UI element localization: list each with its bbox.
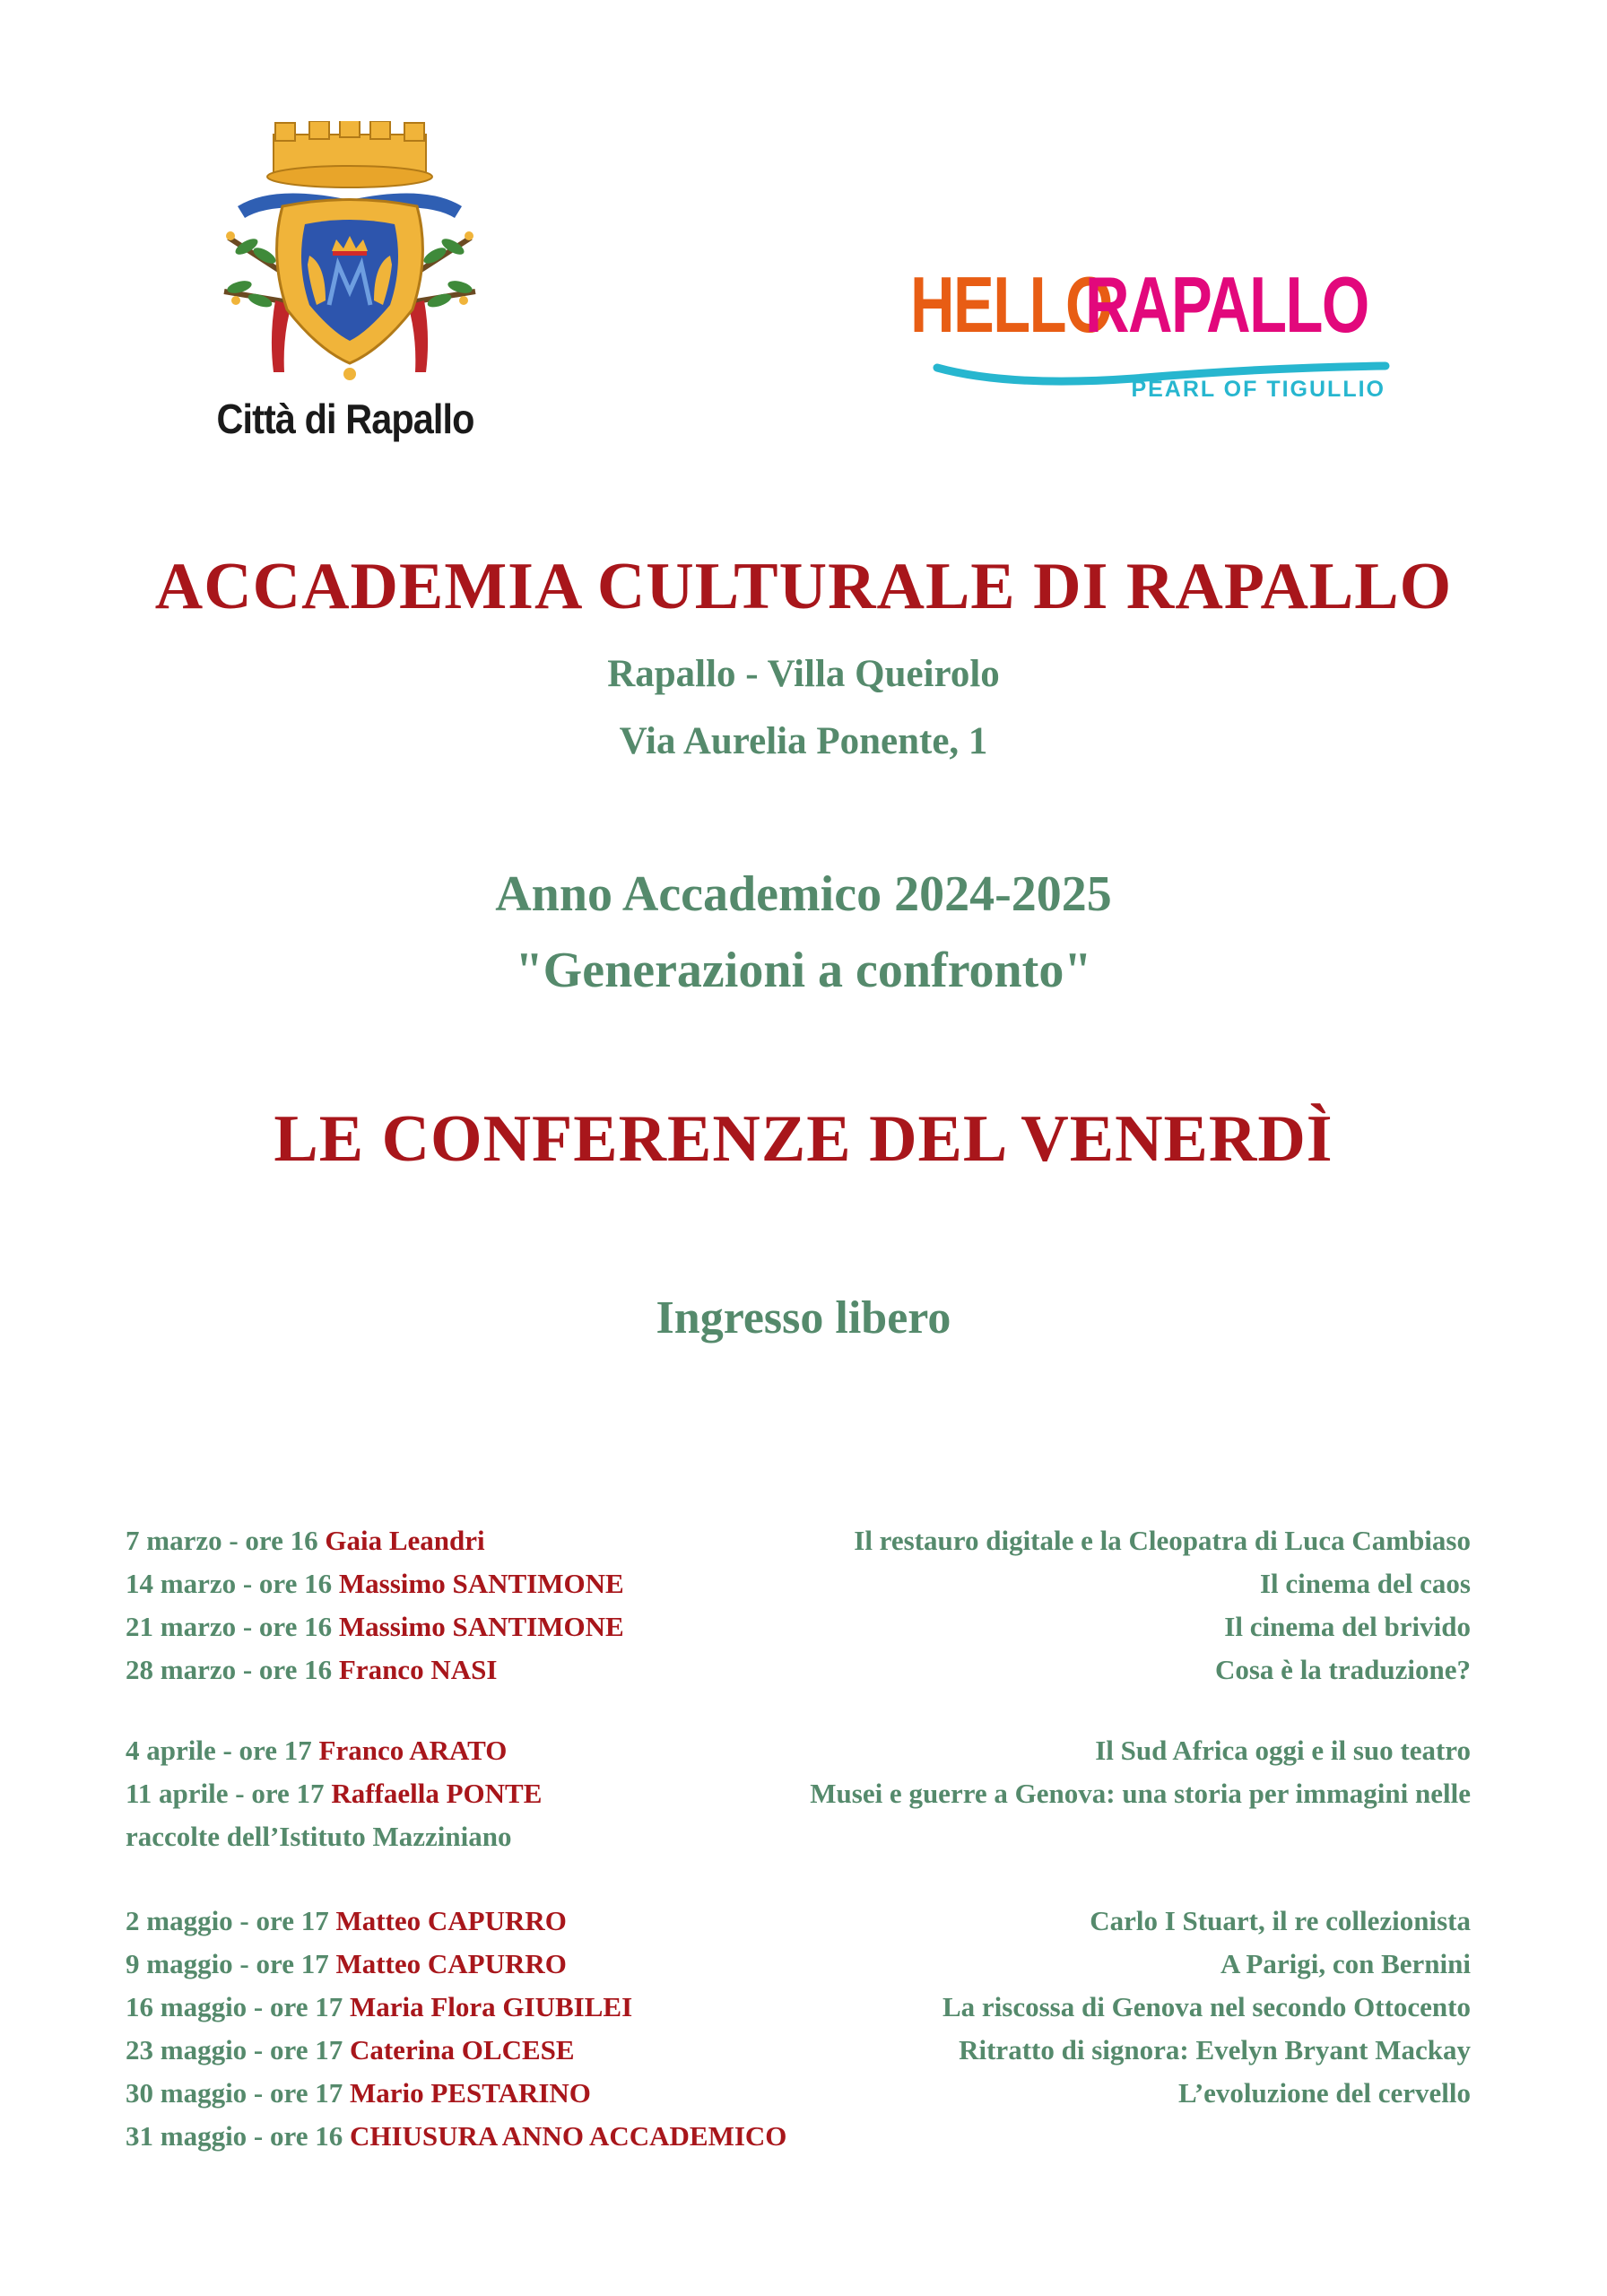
motto: "Generazioni a confronto" bbox=[515, 943, 1092, 998]
event-date: 21 marzo - ore 16 bbox=[126, 1611, 333, 1642]
event-date: 2 maggio - ore 17 bbox=[126, 1905, 329, 1936]
event-date: 7 marzo - ore 16 bbox=[126, 1525, 318, 1556]
page-title: ACCADEMIA CULTURALE DI RAPALLO bbox=[154, 550, 1453, 623]
schedule-row bbox=[126, 2029, 1471, 2072]
logo-tagline: PEARL OF TIGULLIO bbox=[1131, 377, 1385, 402]
event-speaker: Franco NASI bbox=[338, 1654, 498, 1685]
event-date: 9 maggio - ore 17 bbox=[126, 1948, 329, 1979]
logo-word-hello: HELLO bbox=[910, 260, 1112, 349]
event-topic: Musei e guerre a Genova: una storia per immagini nelle bbox=[810, 1778, 1471, 1809]
logo-word-rapallo: RAPALLO bbox=[1085, 260, 1368, 349]
month-separator bbox=[126, 1858, 1471, 1900]
event-speaker: Mario PESTARINO bbox=[349, 2077, 591, 2109]
event-date: 11 aprile - ore 17 bbox=[126, 1778, 325, 1809]
schedule-row-continued bbox=[126, 1815, 1471, 1858]
event-speaker: Massimo SANTIMONE bbox=[338, 1568, 624, 1599]
event-date: 14 marzo - ore 16 bbox=[126, 1568, 333, 1599]
event-speaker: Raffaella PONTE bbox=[331, 1778, 543, 1809]
schedule-row bbox=[126, 2115, 1471, 2158]
schedule-row bbox=[126, 1648, 1471, 1692]
event-speaker: Massimo SANTIMONE bbox=[338, 1611, 624, 1642]
event-topic: Il cinema del caos bbox=[1259, 1568, 1471, 1599]
month-separator bbox=[126, 1692, 1471, 1729]
event-speaker: Matteo CAPURRO bbox=[335, 1948, 567, 1979]
address-line: Via Aurelia Ponente, 1 bbox=[619, 720, 988, 762]
city-logo-name: Città di Rapallo bbox=[216, 396, 474, 442]
schedule-row bbox=[126, 1986, 1471, 2029]
schedule-row bbox=[126, 1605, 1471, 1648]
event-topic: L’evoluzione del cervello bbox=[1177, 2077, 1471, 2109]
event-topic: Carlo I Stuart, il re collezionista bbox=[1090, 1905, 1471, 1936]
mural-crown bbox=[267, 121, 432, 187]
event-date: 4 aprile - ore 17 bbox=[126, 1735, 312, 1766]
event-topic-continued: raccolte dell’Istituto Mazziniano bbox=[126, 1821, 512, 1852]
hello-rapallo-logo bbox=[901, 260, 1421, 408]
schedule-row bbox=[126, 1772, 1471, 1815]
academic-year: Anno Accademico 2024-2025 bbox=[495, 866, 1112, 922]
coat-of-arms-icon bbox=[220, 121, 480, 390]
event-topic: Il restauro digitale e la Cleopatra di Luca Cambiaso bbox=[854, 1525, 1471, 1556]
entry-note: Ingresso libero bbox=[656, 1292, 951, 1344]
event-closing: CHIUSURA ANNO ACCADEMICO bbox=[349, 2120, 787, 2152]
event-topic: Cosa è la traduzione? bbox=[1214, 1654, 1471, 1685]
event-date: 30 maggio - ore 17 bbox=[126, 2077, 343, 2109]
schedule-row bbox=[126, 1729, 1471, 1772]
event-topic: La riscossa di Genova nel secondo Ottocento bbox=[942, 1991, 1471, 2022]
event-speaker: Caterina OLCESE bbox=[349, 2034, 575, 2066]
event-topic: Il Sud Africa oggi e il suo teatro bbox=[1095, 1735, 1471, 1766]
series-title: LE CONFERENZE DEL VENERDÌ bbox=[274, 1102, 1333, 1176]
schedule-row bbox=[126, 1943, 1471, 1986]
schedule-row bbox=[126, 1519, 1471, 1562]
event-date: 16 maggio - ore 17 bbox=[126, 1991, 343, 2022]
event-speaker: Gaia Leandri bbox=[325, 1525, 485, 1556]
event-topic: Il cinema del brivido bbox=[1224, 1611, 1471, 1642]
event-date: 23 maggio - ore 17 bbox=[126, 2034, 343, 2066]
event-speaker: Franco ARATO bbox=[318, 1735, 508, 1766]
schedule-row bbox=[126, 2072, 1471, 2115]
event-date: 31 maggio - ore 16 bbox=[126, 2120, 343, 2152]
event-topic: Ritratto di signora: Evelyn Bryant Mackay bbox=[959, 2034, 1471, 2066]
conference-schedule bbox=[126, 1519, 1471, 2158]
event-date: 28 marzo - ore 16 bbox=[126, 1654, 333, 1685]
venue-line: Rapallo - Villa Queirolo bbox=[607, 653, 1000, 695]
schedule-row bbox=[126, 1562, 1471, 1605]
event-speaker: Matteo CAPURRO bbox=[335, 1905, 567, 1936]
event-speaker: Maria Flora GIUBILEI bbox=[349, 1991, 633, 2022]
schedule-row bbox=[126, 1900, 1471, 1943]
event-topic: A Parigi, con Bernini bbox=[1220, 1948, 1471, 1979]
